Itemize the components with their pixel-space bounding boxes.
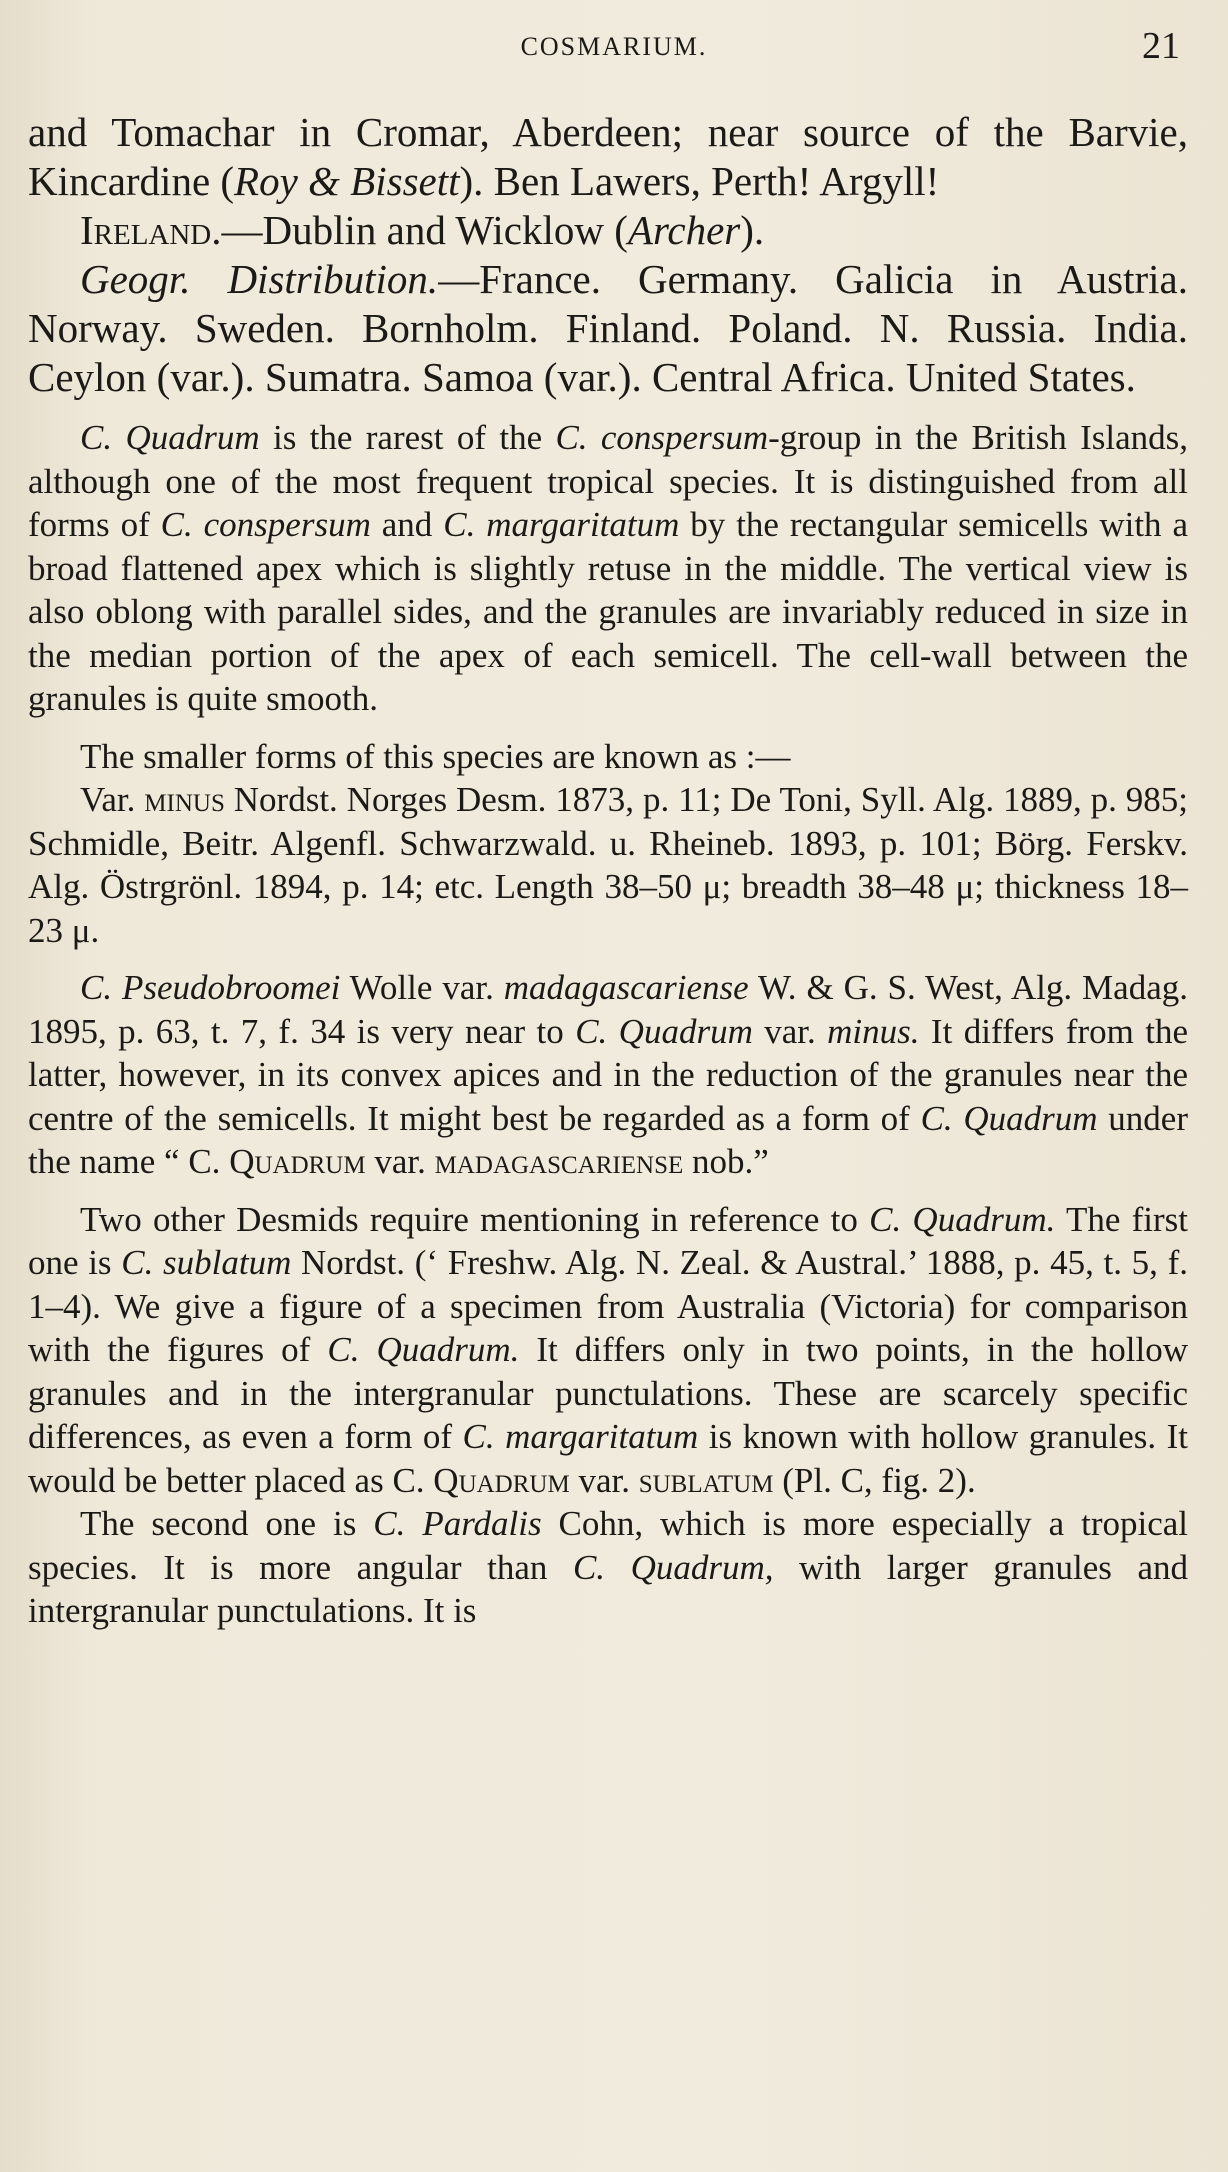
- text-span: ).: [740, 207, 765, 253]
- paragraph-var-minus: [28, 778, 1188, 952]
- species-name: Quadrum: [433, 1460, 570, 1500]
- running-title: COSMARIUM.: [520, 32, 708, 61]
- species-name: C. sublatum: [121, 1243, 292, 1282]
- text-span: W. & G. S. West, Alg. Madag. 1895, p. 63, t. 7, f. 34 is very near to: [28, 968, 1188, 1051]
- paragraph-localities: [28, 108, 1188, 206]
- text-span: with larger granules and intergranular punctulations. It is: [28, 1547, 1188, 1630]
- body-text: [28, 108, 1188, 1633]
- text-span: is the rarest of the: [259, 418, 556, 457]
- paragraph-smaller-forms: [28, 735, 1188, 779]
- page-number: 21: [1142, 25, 1180, 67]
- distribution-label: Geogr. Distribution.: [80, 256, 439, 302]
- species-name: C. Quadrum.: [869, 1199, 1056, 1239]
- text-span: Nordst. Norges Desm. 1873, p. 11; De Toni, Syll. Alg. 1889, p. 985; Schmidle, Beitr. Algenfl. Schwarzwald. u. Rheineb. 1893, p. 101; Börg. Ferskv. Alg. Östrgrönl. 1894, p. 14; etc. Length 38–50 μ; breadth 38–48 μ; thickness 18–23 μ.: [28, 780, 1189, 950]
- text-span: nob.”: [683, 1142, 769, 1181]
- paragraph-distribution: [28, 255, 1188, 402]
- text-span: var.: [752, 1011, 828, 1051]
- variety-name: madagascariense: [503, 968, 749, 1007]
- text-span: Cohn, which is more especially a tropical species. It is more angular than: [28, 1504, 1188, 1587]
- species-name: C. Quadrum: [920, 1098, 1098, 1138]
- text-span: Two other Desmids require mentioning in reference to: [80, 1199, 870, 1239]
- text-span: and: [370, 505, 444, 544]
- species-name: C. margaritatum: [443, 505, 680, 544]
- species-name: C. margaritatum: [462, 1417, 699, 1456]
- running-header: [28, 24, 1200, 74]
- country-heading: Ireland.: [80, 207, 222, 253]
- variety-name: minus: [144, 780, 225, 819]
- variety-name: minus.: [827, 1011, 920, 1051]
- species-name: Quadrum: [229, 1142, 366, 1181]
- paragraph-pseudobroomei: [28, 966, 1188, 1184]
- text-span: The first one is: [28, 1199, 1188, 1282]
- text-span: Wolle var.: [340, 968, 504, 1007]
- text-span: The second one is: [80, 1504, 374, 1543]
- text-span: var.: [365, 1142, 435, 1181]
- text-span: -group in the British Islands, although one of the most frequent tropical species. It is distinguished from all forms of: [28, 418, 1188, 544]
- text-span: var.: [569, 1460, 639, 1500]
- text-span: —France. Germany. Galicia in Austria. Norway. Sweden. Bornholm. Finland. Poland. N. Russia. India. Ceylon (var.). Sumatra. Samoa (var.). Central Africa. United States.: [28, 256, 1188, 400]
- species-name: C. Pardalis: [373, 1504, 542, 1543]
- variety-name: sublatum: [638, 1460, 774, 1500]
- author-citation: Roy & Bissett: [234, 158, 460, 204]
- text-span: Nordst. (‘ Freshw. Alg. N. Zeal. & Austral.’ 1888, p. 45, t. 5, f. 1–4). We give a figure of a specimen from Australia (Victoria) for comparison with the figures of: [28, 1243, 1188, 1369]
- paragraph-pardalis: [28, 1502, 1188, 1633]
- text-span: It differs only in two points, in the hollow granules and in the intergranular punctulations. These are scarcely specific differences, as even a form of: [28, 1330, 1188, 1456]
- species-name: C. Quadrum: [575, 1011, 753, 1051]
- variety-name: madagascariense: [434, 1142, 684, 1181]
- text-span: under the name “ C.: [28, 1098, 1188, 1181]
- text-span: The smaller forms of this species are known as :—: [80, 736, 791, 776]
- paragraph-description: [28, 416, 1188, 721]
- species-name: C. conspersum: [160, 505, 371, 544]
- species-name: C. Quadrum,: [572, 1547, 774, 1587]
- text-span: (Pl. C, fig. 2).: [773, 1460, 976, 1500]
- paragraph-ireland: [28, 206, 1188, 255]
- text-span: ). Ben Lawers, Perth! Argyll!: [459, 158, 940, 204]
- text-span: by the rectangular semicells with a broad flattened apex which is slightly retuse in the middle. The vertical view is also oblong with parallel sides, and the granules are invariably reduced in size in the median portion of the apex of each semicell. The cell-wall between the granules is quite smooth.: [28, 505, 1188, 718]
- species-name: C. Pseudobroomei: [80, 968, 341, 1007]
- text-span: —Dublin and Wicklow (: [221, 207, 628, 253]
- author-citation: Archer: [627, 207, 741, 253]
- species-name: C. Quadrum.: [327, 1330, 520, 1369]
- text-span: is known with hollow granules. It would be better placed as C.: [28, 1417, 1188, 1500]
- paragraph-other-desmids: [28, 1198, 1188, 1503]
- species-name: C. conspersum: [555, 418, 769, 457]
- text-span: Var.: [80, 780, 145, 819]
- species-name: C. Quadrum: [80, 418, 260, 457]
- text-span: It differs from the latter, however, in its convex apices and in the reduction of the granules near the centre of the semicells. It might best be regarded as a form of: [28, 1011, 1188, 1138]
- text-span: and Tomachar in Cromar, Aberdeen; near source of the Barvie, Kincardine (: [28, 109, 1188, 204]
